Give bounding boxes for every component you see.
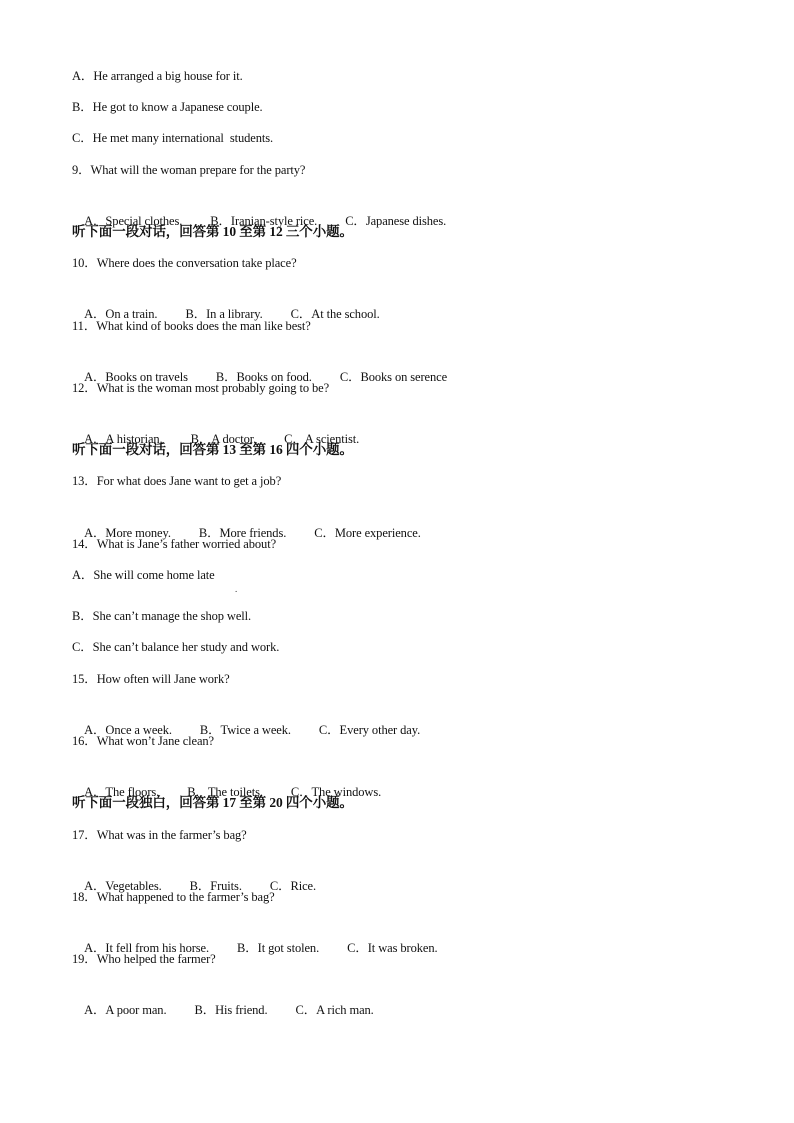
q12-question: 12．What is the woman most probably going to be? (72, 380, 330, 395)
q12-option-a: A．A historian. (84, 432, 163, 447)
q8-option-a: A．He arranged a big house for it. (72, 69, 243, 83)
q13-option-b: B．More friends. (198, 525, 287, 540)
section-heading-17-20: 听下面一段独白，回答第 17 至第 20 四个小题。 (72, 795, 353, 811)
q16-option-c: C．The windows. (290, 785, 382, 800)
q16-question: 16．What won’t Jane clean? (72, 733, 215, 748)
q9-option-a: A．Special clothes. (84, 213, 183, 228)
q9-options (72, 191, 732, 228)
q15-option-b: B．Twice a week. (199, 722, 291, 737)
q10-options (72, 284, 732, 322)
q12-options (72, 409, 732, 447)
section-heading-10-12: 听下面一段对话，回答第 10 至第 12 三个小题。 (72, 223, 353, 239)
q15-option-c: C．Every other day. (318, 722, 421, 737)
q18-option-c: C．It was broken. (347, 941, 438, 956)
q19-options (72, 980, 732, 1018)
q19-option-c: C．A rich man. (295, 1003, 374, 1018)
q10-option-b: B．In a library. (185, 307, 263, 322)
q10-option-c: C．At the school. (290, 307, 380, 322)
q11-option-b: B．Books on food. (215, 369, 312, 384)
q14-option-b: B．She can’t manage the shop well. (72, 609, 252, 624)
q17-option-c: C．Rice. (269, 878, 317, 893)
q12-option-b: B．A doctor. (190, 432, 257, 447)
q14-option-a: A．She will come home late (72, 568, 215, 582)
q16-option-b: B．The toilets. (187, 785, 263, 800)
q15-options (72, 700, 732, 737)
q14-question: 14．What is Jane’s father worried about? (72, 536, 277, 551)
q17-option-a: A．Vegetables. (84, 878, 162, 893)
q11-question: 11．What kind of books does the man like best? (72, 318, 311, 333)
q13-question: 13．For what does Jane want to get a job? (72, 474, 282, 489)
stray-mark: . (235, 584, 238, 595)
q16-options (72, 762, 732, 800)
q9-option-b: B．Iranian-style rice. (210, 213, 318, 228)
q18-options (72, 918, 732, 956)
q8-option-c: C．He met many international students. (72, 131, 274, 146)
q15-question: 15．How often will Jane work? (72, 671, 230, 686)
section-heading-13-16: 听下面一段对话，回答第 13 至第 16 四个小题。 (72, 442, 353, 458)
q18-question: 18．What happened to the farmer’s bag? (72, 889, 275, 904)
q11-options (72, 347, 732, 384)
q16-option-a: A．The floors. (84, 785, 160, 800)
q11-option-a: A．Books on travels (84, 369, 188, 384)
q18-option-a: A．It fell from his horse. (84, 941, 210, 956)
q13-option-c: C．More experience. (314, 525, 421, 540)
q15-option-a: A．Once a week. (84, 722, 172, 737)
q19-option-b: B．His friend. (194, 1003, 268, 1018)
exam-page (72, 66, 732, 1018)
q19-option-a: A．A poor man. (84, 1003, 167, 1018)
q11-option-c: C．Books on serence (339, 369, 448, 384)
q13-options (72, 503, 732, 540)
q17-question: 17．What was in the farmer’s bag? (72, 827, 247, 842)
q9-question: 9．What will the woman prepare for the party? (72, 162, 306, 177)
q19-question: 19．Who helped the farmer? (72, 952, 216, 967)
q18-option-b: B．It got stolen. (237, 941, 320, 956)
q8-option-b: B．He got to know a Japanese couple. (72, 100, 263, 115)
stray-mark-row (72, 584, 732, 606)
q10-option-a: A．On a train. (84, 307, 158, 322)
q12-option-c: C．A scientist. (284, 432, 360, 447)
q17-options (72, 856, 732, 893)
q9-option-c: C．Japanese dishes. (345, 213, 447, 228)
q14-option-c: C．She can’t balance her study and work. (72, 640, 280, 655)
q17-option-b: B．Fruits. (189, 878, 242, 893)
q13-option-a: A．More money. (84, 525, 171, 540)
q10-question: 10．Where does the conversation take place? (72, 256, 297, 271)
